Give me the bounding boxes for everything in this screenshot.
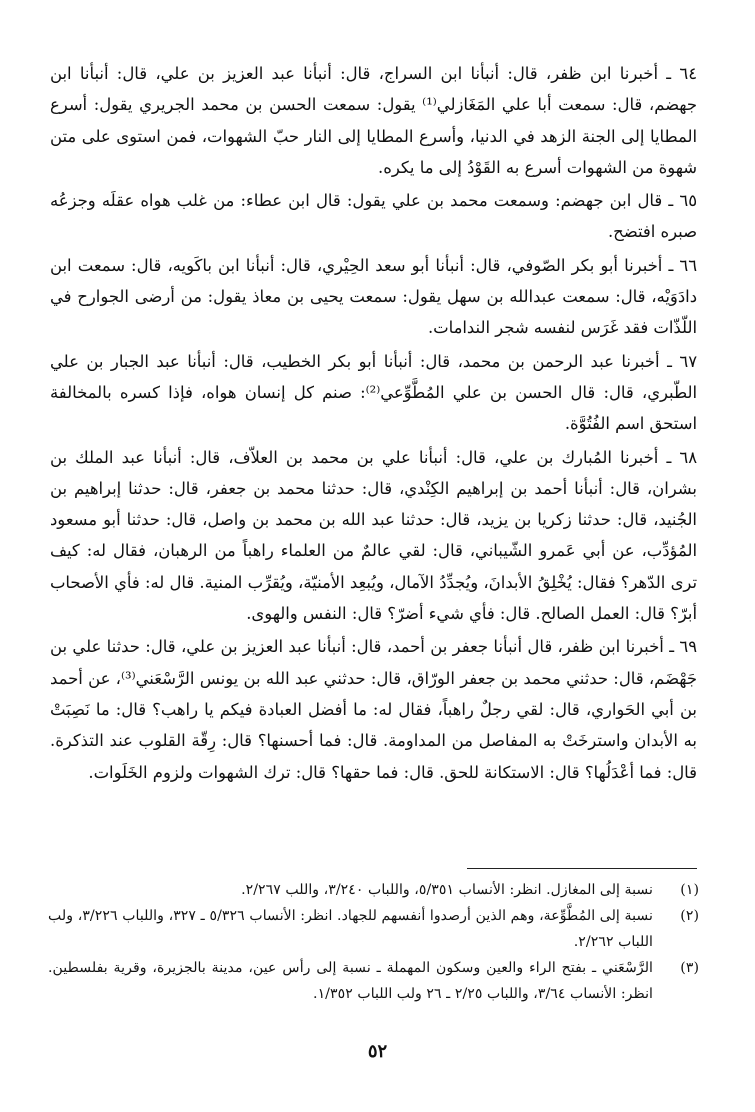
footnote-number: (٢) — [680, 908, 699, 924]
footnotes — [48, 877, 699, 1007]
footnote-text: نسبة إلى المُطَّوِّعة، وهم الذين أرصدوا أنفسهم للجهاد. انظر: الأنساب ٥/٣٢٦ ـ ٣٢٧، واللباب ٣/٢٢٦، ولب اللباب ٢/٢٦٢. — [48, 908, 653, 950]
paragraph-69: ٦٩ ـ أخبرنا ابن ظفر، قال أنبأنا جعفر بن أحمد، قال: أنبأنا عبد العزيز بن علي، قال: حدثنا علي بن جَهْضَم، قال: حدثني محمد بن جعفر الورّاق، قال: حدثني عبد الله بن يونس الرَّسْعَني⁽³⁾، عن أحمد بن أبي الحَواري، قال: لقي رجلٌ راهباً، فقال له: ما أفضل العبادة فيكم يا راهب؟ قال: ما نَصِبَتْ به الأبدان واسترخَتْ به المفاصل من المداومة. قال: فما أحسنها؟ قال: رِقّة القلوب عند التذكرة. قال: فما أعْدَلُها؟ قال: الاستكانة للحق. قال: فما حقها؟ قال: ترك الشهوات ولزوم الخَلَوات. — [50, 637, 697, 782]
main-text — [50, 58, 697, 788]
paragraph-64: ٦٤ ـ أخبرنا ابن ظفر، قال: أنبأنا ابن السراج، قال: أنبأنا عبد العزيز بن علي، قال: أنبأنا ابن جهضم، قال: سمعت أبا علي المَغَازلي⁽¹⁾ يقول: سمعت الحسن بن محمد الجريري يقول: أسرع المطايا إلى الجنة الزهد في الدنيا، وأسرع المطايا إلى النار حبّ الشهوات، فمن استوى على متن شهوة من الشهوات أسرع به القَوْدُ إلى ما يكره. — [50, 64, 697, 177]
footnote-divider — [467, 868, 697, 869]
paragraph-65: ٦٥ ـ قال ابن جهضم: وسمعت محمد بن علي يقول: قال ابن عطاء: من غلب هواه عقلَه وجزعُه صبره افتضح. — [50, 191, 697, 242]
footnote-2 — [48, 903, 699, 955]
footnote-text: الرَّسْعَني ـ بفتح الراء والعين وسكون المهملة ـ نسبة إلى رأس عين، مدينة بالجزيرة، وقرية بفلسطين. انظر: الأنساب ٣/٦٤، واللباب ٢/٢٥ ـ ٢٦ ولب اللباب ١/٣٥٢. — [48, 960, 653, 1002]
paragraph-68: ٦٨ ـ أخبرنا المُبارك بن علي، قال: أنبأنا علي بن محمد بن العلاّف، قال: أنبأنا عبد الملك بن بشران، قال: أنبأنا أحمد بن إبراهيم الكِنْدي، قال: حدثنا محمد بن جعفر، قال: حدثنا إبراهيم بن الجُنيد، قال: حدثنا زكريا بن يزيد، قال: حدثنا عبد الله بن محمد بن واصل، قال: حدثنا أبو مسعود المُؤدِّب، عن أبي عَمرو الشّيباني، قال: لقي عالمٌ من العلماء راهباً من الرهبان، فقال له: كيف ترى الدّهر؟ فقال: يُخْلِقُ الأبدانَ، ويُجدِّدُ الآمال، ويُبعِد الأمنيّة، ويُقرِّب المنية. قال له: فأي الأصحاب أبرّ؟ قال: العمل الصالح. قال: فأي شيء أضرّ؟ قال: النفس والهوى. — [50, 447, 697, 624]
paragraph-66: ٦٦ ـ أخبرنا أبو بكر الصّوفي، قال: أنبأنا أبو سعد الحِيْري، قال: أنبأنا ابن باكَويه، قال: سمعت ابن دادَوَيْه، قال: سمعت عبدالله بن سهل يقول: سمعت يحيى بن معاذ يقول: من أرضى الجوارح في اللّذّات فقد غَرَس لنفسه شجر الندامات. — [50, 255, 697, 338]
footnote-text: نسبة إلى المغازل. انظر: الأنساب ٥/٣٥١، واللباب ٣/٢٤٠، واللب ٢/٢٦٧. — [241, 882, 653, 898]
footnote-number: (٣) — [680, 960, 699, 976]
page-number: ٥٢ — [367, 1041, 388, 1062]
paragraph-67: ٦٧ ـ أخبرنا عبد الرحمن بن محمد، قال: أنبأنا أبو بكر الخطيب، قال: أنبأنا عبد الجبار بن علي الطّبري، قال: قال الحسن بن علي المُطَّوِّعي⁽²⁾: صنم كل إنسان هواه، فإذا كسره بالمخالفة استحق اسم الفُتُوَّة. — [50, 351, 698, 434]
footnote-3 — [48, 955, 699, 1007]
footnote-number: (١) — [680, 882, 699, 898]
footnote-1 — [48, 877, 699, 903]
